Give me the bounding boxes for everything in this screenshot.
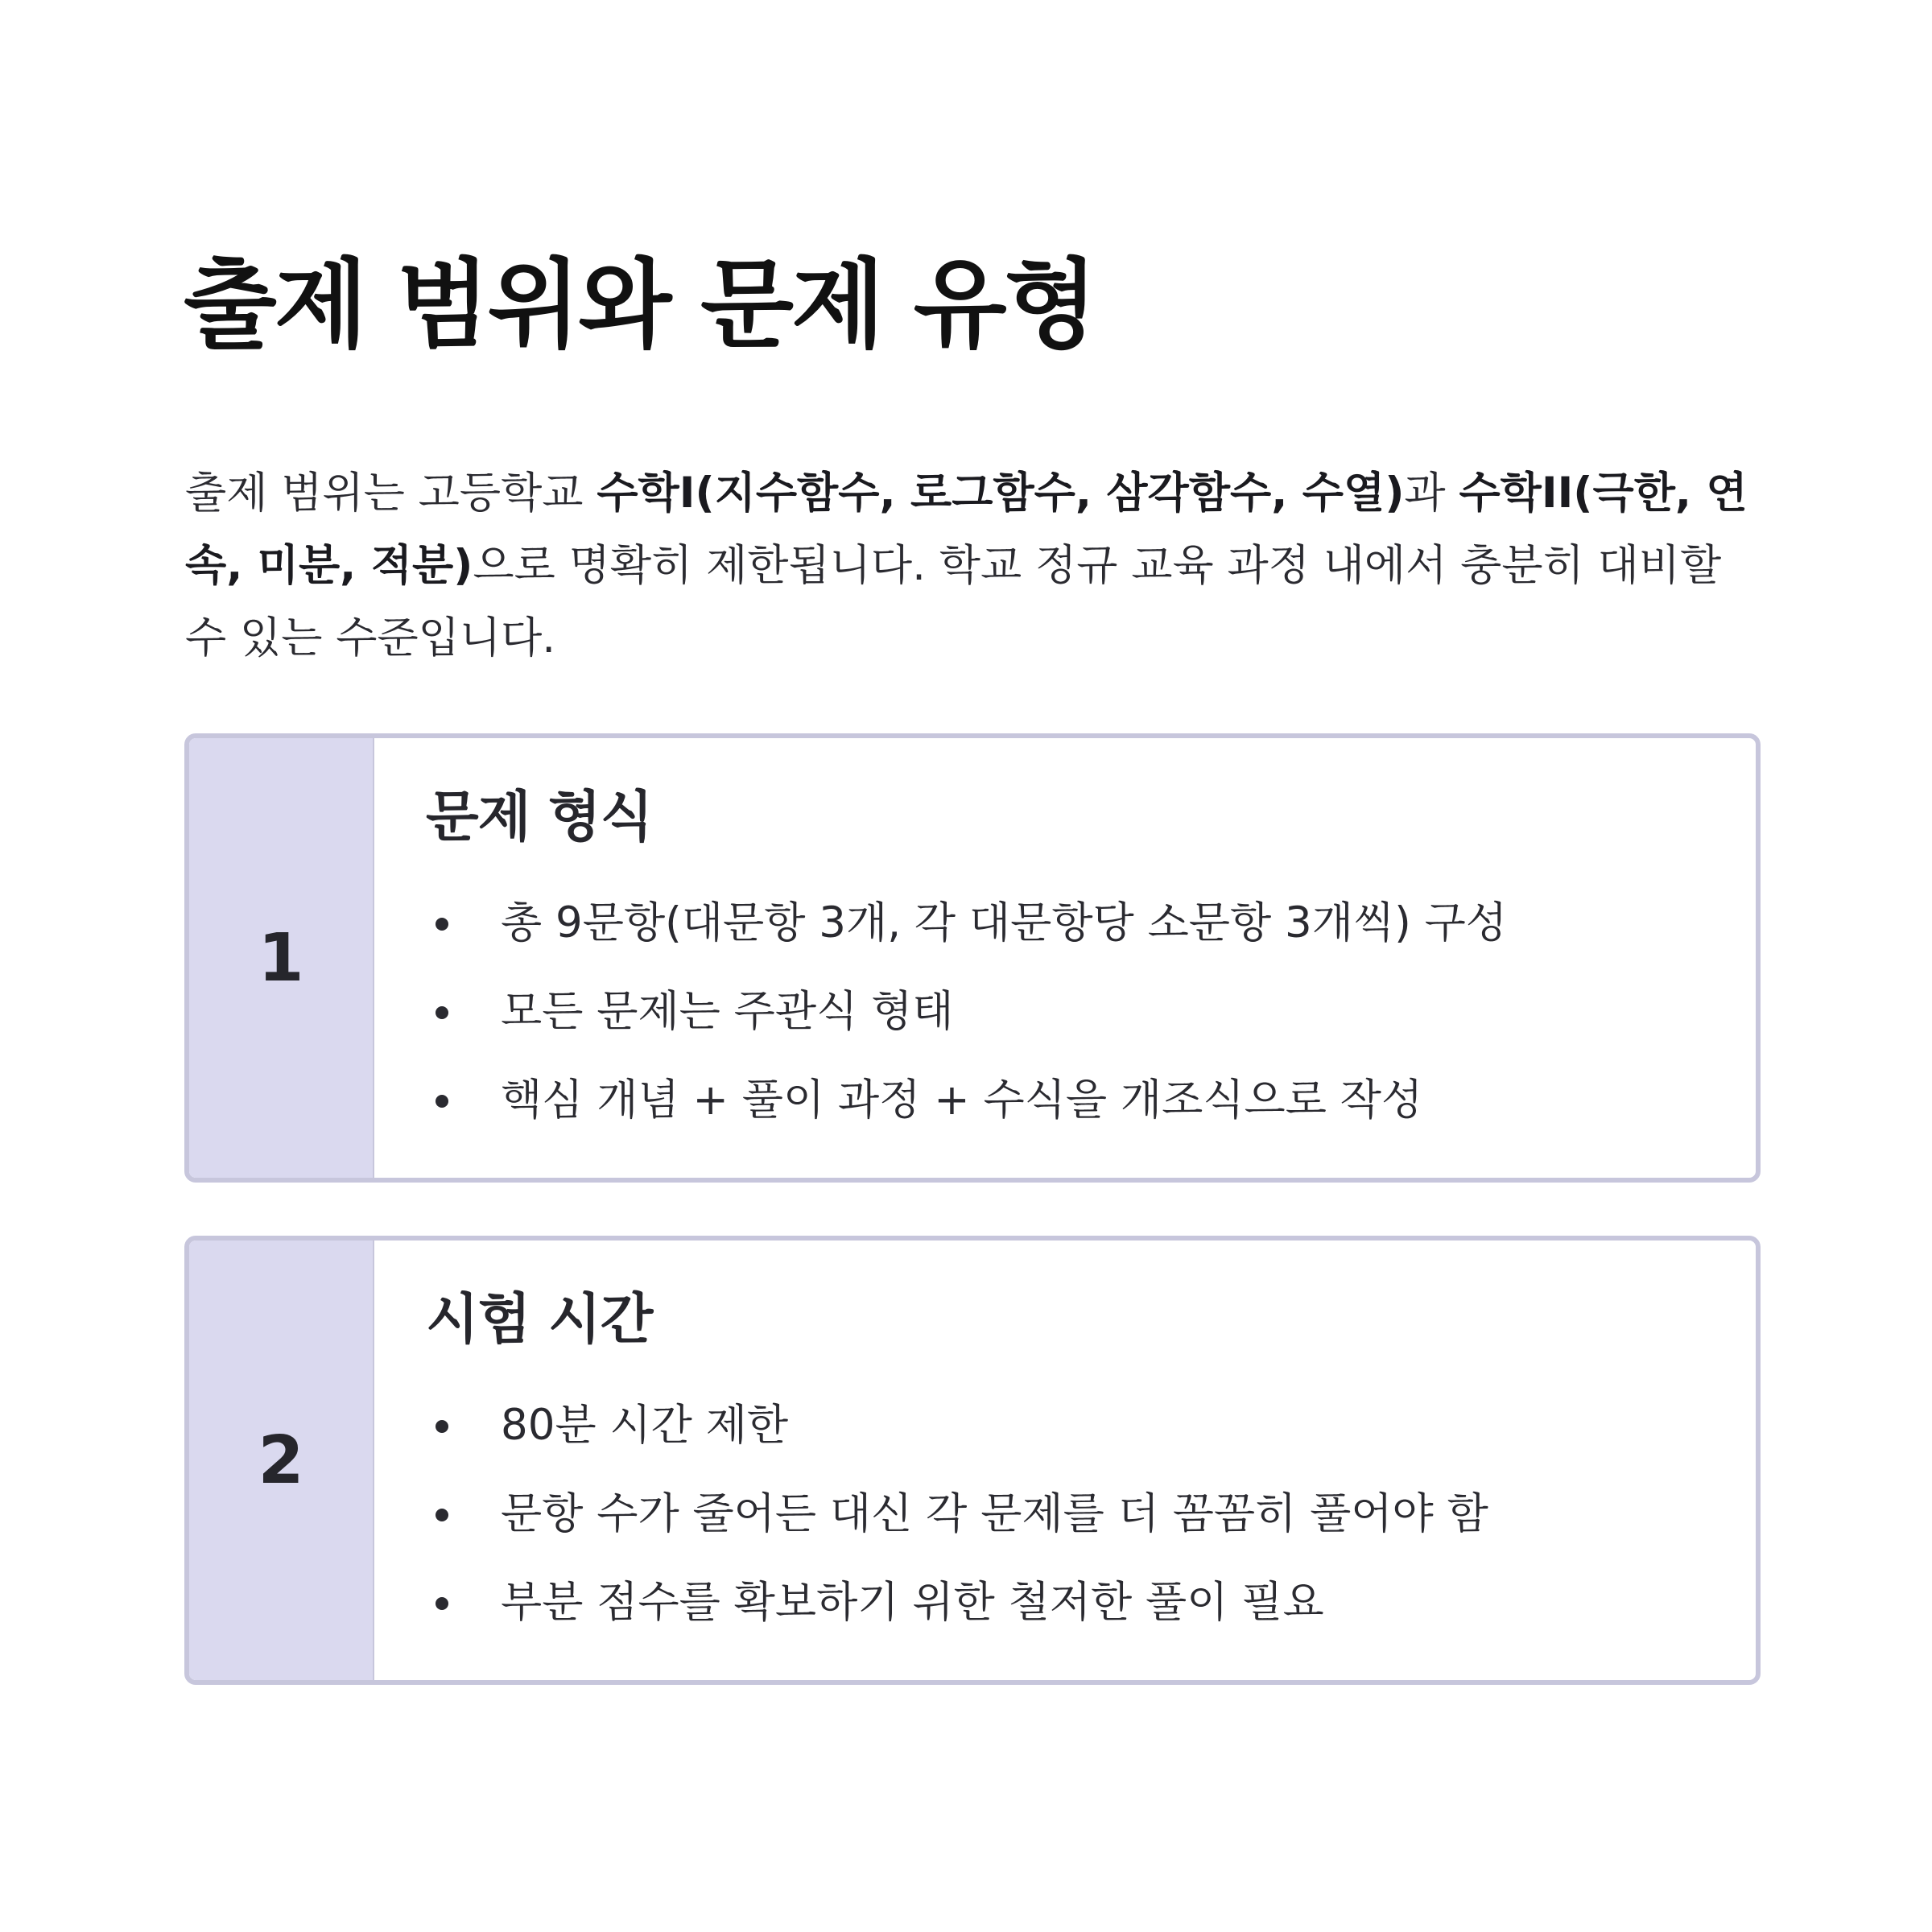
page-title: 출제 범위와 문제 유형: [184, 250, 1096, 361]
intro-bold-math1: 수학I(지수함수, 로그함수, 삼각함수, 수열): [597, 469, 1405, 518]
intro-text-3: 으로 명확히 제한됩니다. 학교 정규 교육 과정 내에서 충분히 대비할 수 있는 수준입니다.: [185, 541, 1722, 663]
intro-paragraph: [185, 457, 1763, 675]
list-item: [426, 1482, 1488, 1571]
card-number: 1: [258, 919, 304, 997]
card-body: [426, 1241, 1724, 1680]
card-bullet-list: [426, 1393, 1488, 1659]
list-item: [426, 980, 1507, 1068]
card-bullet-list: [426, 891, 1507, 1157]
list-item-text: 핵심 개념 + 풀이 과정 + 수식을 개조식으로 작성: [501, 1075, 1423, 1125]
bullet-icon: [436, 1420, 448, 1433]
card-body: [426, 738, 1724, 1178]
intro-bold-math2: 수학II(극한, 연속, 미분, 적분): [185, 469, 1748, 590]
card-number-column: [189, 738, 374, 1178]
bullet-icon: [436, 1006, 448, 1019]
list-item-text: 부분 점수를 확보하기 위한 철저한 풀이 필요: [501, 1578, 1324, 1627]
list-item: [426, 1571, 1488, 1659]
card-title: 시험 시간: [426, 1288, 653, 1352]
card-title: 문제 형식: [426, 786, 653, 849]
bullet-icon: [436, 918, 448, 931]
card-number-column: [189, 1241, 374, 1680]
list-item-text: 문항 수가 줄어든 대신 각 문제를 더 꼼꼼히 풀어야 함: [501, 1489, 1488, 1538]
bullet-icon: [436, 1509, 448, 1521]
bullet-icon: [436, 1597, 448, 1610]
intro-text-1: 출제 범위는 고등학교: [185, 469, 597, 518]
card-problem-format: [184, 733, 1761, 1183]
list-item: [426, 891, 1507, 980]
card-exam-time: [184, 1236, 1761, 1685]
intro-text-2: 과: [1404, 469, 1459, 518]
card-number: 2: [258, 1422, 304, 1499]
list-item-text: 모든 문제는 주관식 형태: [501, 987, 954, 1036]
list-item: [426, 1068, 1507, 1157]
list-item-text: 총 9문항(대문항 3개, 각 대문항당 소문항 3개씩) 구성: [501, 898, 1508, 947]
list-item-text: 80분 시간 제한: [501, 1401, 789, 1450]
list-item: [426, 1393, 1488, 1482]
bullet-icon: [436, 1095, 448, 1108]
